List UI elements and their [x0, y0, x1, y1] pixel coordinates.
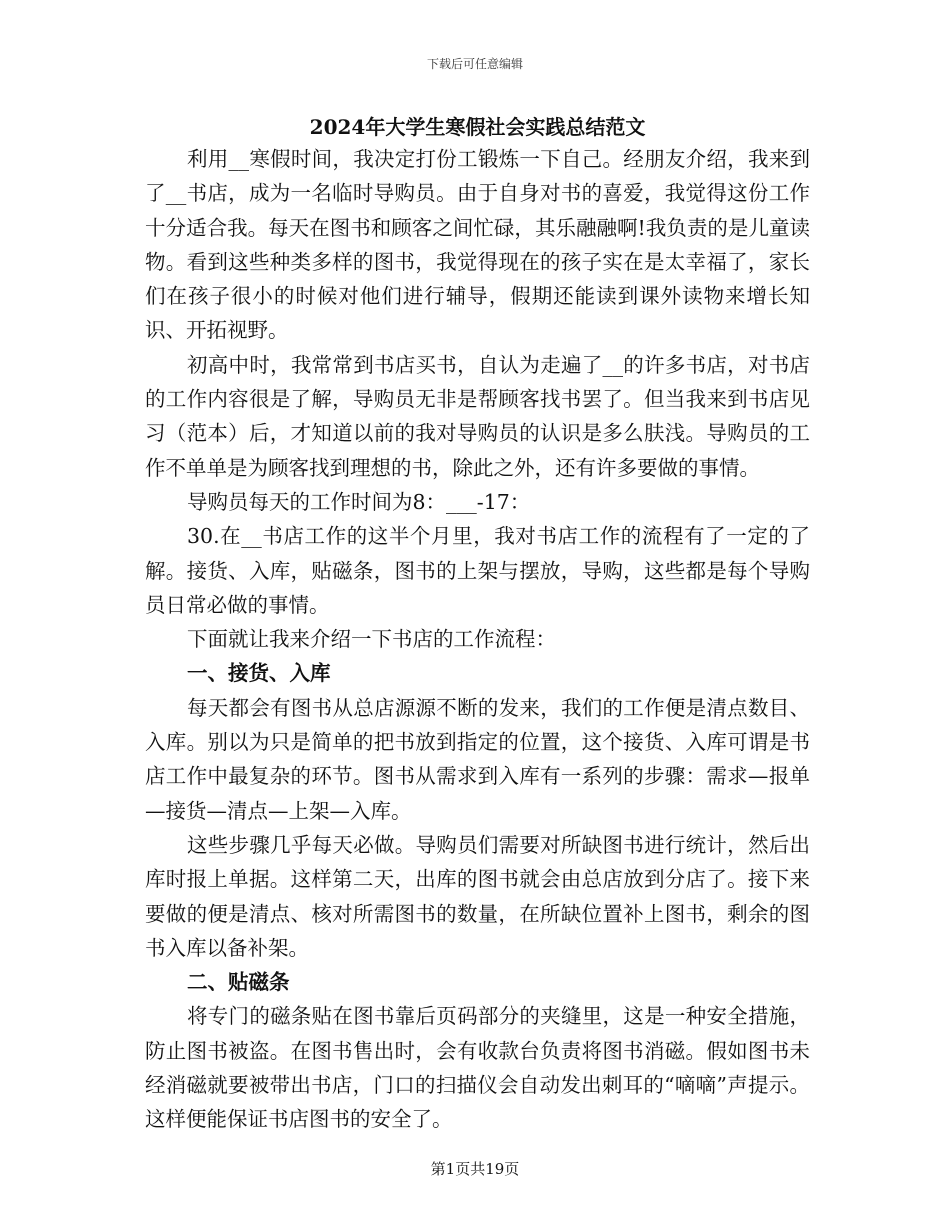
- section-heading: 一、接货、入库: [187, 661, 331, 686]
- paragraph: 30.在__书店工作的这半个月里，我对书店工作的流程有了一定的了解。接货、入库，贴磁条，图书的上架与摆放，导购，这些都是每个导购员日常必做的事情。: [145, 524, 810, 617]
- document-title: 2024年大学生寒假社会实践总结范文: [309, 115, 646, 139]
- paragraph: 初高中时，我常常到书店买书，自认为走遍了__的许多书店，对书店的工作内容很是了解，导购员无非是帮顾客找书罢了。但当我来到书店见习（范本）后，才知道以前的我对导购员的认识是多么肤浅。导购员的工作不单单是为顾客找到理想的书，除此之外，还有许多要做的事情。: [145, 352, 810, 480]
- paragraph: 每天都会有图书从总店源源不断的发来，我们的工作便是清点数目、入库。别以为只是简单的把书放到指定的位置，这个接货、入库可谓是书店工作中最复杂的环节。图书从需求到入库有一系列的步骤：需求—报单—接货—清点—上架—入库。: [145, 695, 810, 823]
- paragraph: 这些步骤几乎每天必做。导购员们需要对所缺图书进行统计，然后出库时报上单据。这样第二天，出库的图书就会由总店放到分店了。接下来要做的便是清点、核对所需图书的数量，在所缺位置补上图书，剩余的图书入库以备补架。: [145, 832, 810, 960]
- page-footer: 第1页共19页: [430, 1160, 520, 1178]
- paragraph: 将专门的磁条贴在图书靠后页码部分的夹缝里，这是一种安全措施，防止图书被盗。在图书售出时，会有收款台负责将图书消磁。假如图书未经消磁就要被带出书店，门口的扫描仪会自动发出刺耳的“嘀嘀”声提示。这样便能保证书店图书的安全了。: [145, 1004, 810, 1132]
- paragraph: 利用__寒假时间，我决定打份工锻炼一下自己。经朋友介绍，我来到了__书店，成为一名临时导购员。由于自身对书的喜爱，我觉得这份工作十分适合我。每天在图书和顾客之间忙碌，其乐融融啊!我负责的是儿童读物。看到这些种类多样的图书，我觉得现在的孩子实在是太幸福了，家长们在孩子很小的时候对他们进行辅导，假期还能读到课外读物来增长知识、开拓视野。: [145, 147, 810, 343]
- document-body: [145, 112, 810, 1137]
- paragraph: 下面就让我来介绍一下书店的工作流程：: [187, 627, 556, 652]
- paragraph: 导购员每天的工作时间为8：___-17：: [187, 489, 531, 514]
- section-heading: 二、贴磁条: [187, 970, 290, 995]
- page-header: 下载后可任意编辑: [426, 57, 523, 71]
